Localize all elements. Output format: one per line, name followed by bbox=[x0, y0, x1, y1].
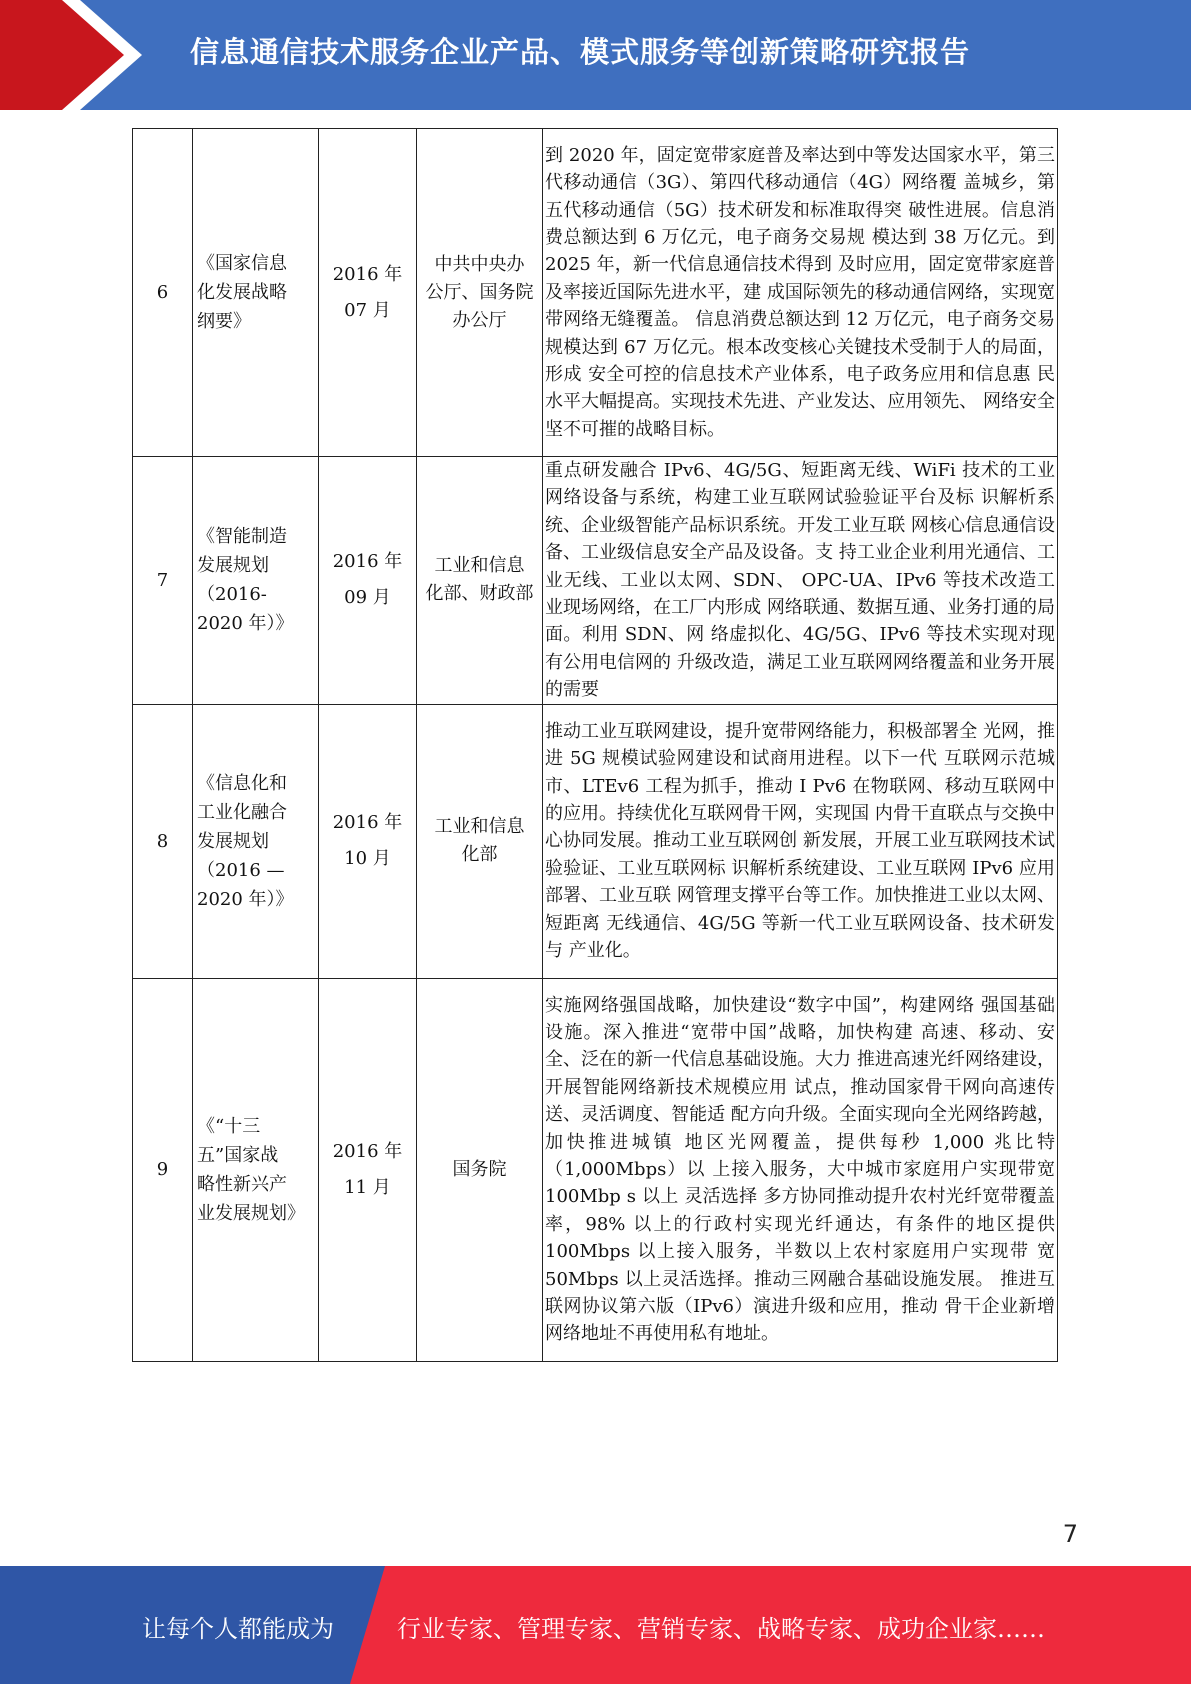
row-number: 7 bbox=[133, 457, 193, 705]
table-row bbox=[133, 704, 1058, 978]
issuing-organization: 工业和信息 化部 bbox=[417, 704, 543, 978]
issue-date: 2016 年 10 月 bbox=[319, 704, 417, 978]
red-arrow-icon bbox=[0, 0, 160, 110]
issuing-organization: 工业和信息 化部、财政部 bbox=[417, 457, 543, 705]
policy-table bbox=[132, 128, 1058, 1362]
document-title: 信息通信技术服务企业产品、模式服务等创新策略研究报告 bbox=[190, 35, 971, 69]
policy-name: 《国家信息 化发展战略 纲要》 bbox=[193, 129, 319, 457]
issue-date: 2016 年 11 月 bbox=[319, 978, 417, 1361]
row-number: 6 bbox=[133, 129, 193, 457]
table-row bbox=[133, 129, 1058, 457]
row-number: 8 bbox=[133, 704, 193, 978]
page-number: 7 bbox=[1062, 1520, 1078, 1548]
policy-content: 到 2020 年，固定宽带家庭普及率达到中等发达国家水平，第三代移动通信（3G）、第四代移动通信（4G）网络覆 盖城乡，第五代移动通信（5G）技术研发和标准取得突 破性进展。信息消费总额达到 6 万亿元，电子商务交易规 模达到 38 万亿元。到 2025 年，新一代信息通信技术得到 及时应用，固定宽带家庭普及率接近国际先进水平，建 成国际领先的移动通信网络，实现宽带网络无缝覆盖。 信息消费总额达到 12 万亿元，电子商务交易规模达到 67 万亿元。根本改变核心关键技术受制于人的局面，形成 安全可控的信息技术产业体系，电子政务应用和信息惠 民水平大幅提高。实现技术先进、产业发达、应用领先、 网络安全坚不可摧的战略目标。 bbox=[543, 129, 1058, 457]
header-banner bbox=[0, 0, 1191, 110]
policy-content: 重点研发融合 IPv6、4G/5G、短距离无线、WiFi 技术的工业网络设备与系统，构建工业互联网试验验证平台及标 识解析系统、企业级智能产品标识系统。开发工业互联 网核心信息通信设备、工业级信息安全产品及设备。支 持工业企业利用光通信、工业无线、工业以太网、SDN、 OPC-UA、IPv6 等技术改造工业现场网络，在工厂内形成 网络联通、数据互通、业务打通的局面。利用 SDN、网 络虚拟化、4G/5G、IPv6 等技术实现对现有公用电信网的 升级改造，满足工业互联网网络覆盖和业务开展的需要 bbox=[543, 457, 1058, 705]
footer-slogan-right: 行业专家、管理专家、营销专家、战略专家、成功企业家…… bbox=[397, 1615, 1045, 1643]
row-number: 9 bbox=[133, 978, 193, 1361]
policy-name: 《“十三 五”国家战 略性新兴产 业发展规划》 bbox=[193, 978, 319, 1361]
issue-date: 2016 年 07 月 bbox=[319, 129, 417, 457]
policy-name: 《智能制造 发展规划 （2016- 2020 年）》 bbox=[193, 457, 319, 705]
issue-date: 2016 年 09 月 bbox=[319, 457, 417, 705]
policy-content: 实施网络强国战略，加快建设“数字中国”，构建网络 强国基础设施。深入推进“宽带中国”战略，加快构建 高速、移动、安全、泛在的新一代信息基础设施。大力 推进高速光纤网络建设，开展智能网络新技术规模应用 试点，推动国家骨干网向高速传送、灵活调度、智能适 配方向升级。全面实现向全光网络跨越，加快推进城镇 地区光网覆盖，提供每秒 1,000 兆比特（1,000Mbps）以 上接入服务，大中城市家庭用户实现带宽 100Mbp s 以上 灵活选择 多方协同推动提升农村光纤宽带覆盖率，98% 以上的行政村实现光纤通达，有条件的地区提供 100Mbps 以上接入服务，半数以上农村家庭用户实现带 宽 50Mbps 以上灵活选择。推动三网融合基础设施发展。 推进互联网协议第六版（IPv6）演进升级和应用，推动 骨干企业新增网络地址不再使用私有地址。 bbox=[543, 978, 1058, 1361]
issuing-organization: 中共中央办 公厅、国务院 办公厅 bbox=[417, 129, 543, 457]
policy-name: 《信息化和 工业化融合 发展规划 （2016 — 2020 年）》 bbox=[193, 704, 319, 978]
table-row bbox=[133, 978, 1058, 1361]
policy-content: 推动工业互联网建设，提升宽带网络能力，积极部署全 光网，推进 5G 规模试验网建设和试商用进程。以下一代 互联网示范城市、LTEv6 工程为抓手，推动 I Pv6 在物联网、移动互联网中的应用。持续优化互联网骨干网，实现国 内骨干直联点与交换中心协同发展。推动工业互联网创 新发展，开展工业互联网技术试验验证、工业互联网标 识解析系统建设、工业互联网 IPv6 应用部署、工业互联 网管理支撑平台等工作。加快推进工业以太网、短距离 无线通信、4G/5G 等新一代工业互联网设备、技术研发与 产业化。 bbox=[543, 704, 1058, 978]
footer-slogan-left: 让每个人都能成为 bbox=[142, 1615, 334, 1643]
footer-banner bbox=[0, 1566, 1191, 1684]
issuing-organization: 国务院 bbox=[417, 978, 543, 1361]
table-row bbox=[133, 457, 1058, 705]
